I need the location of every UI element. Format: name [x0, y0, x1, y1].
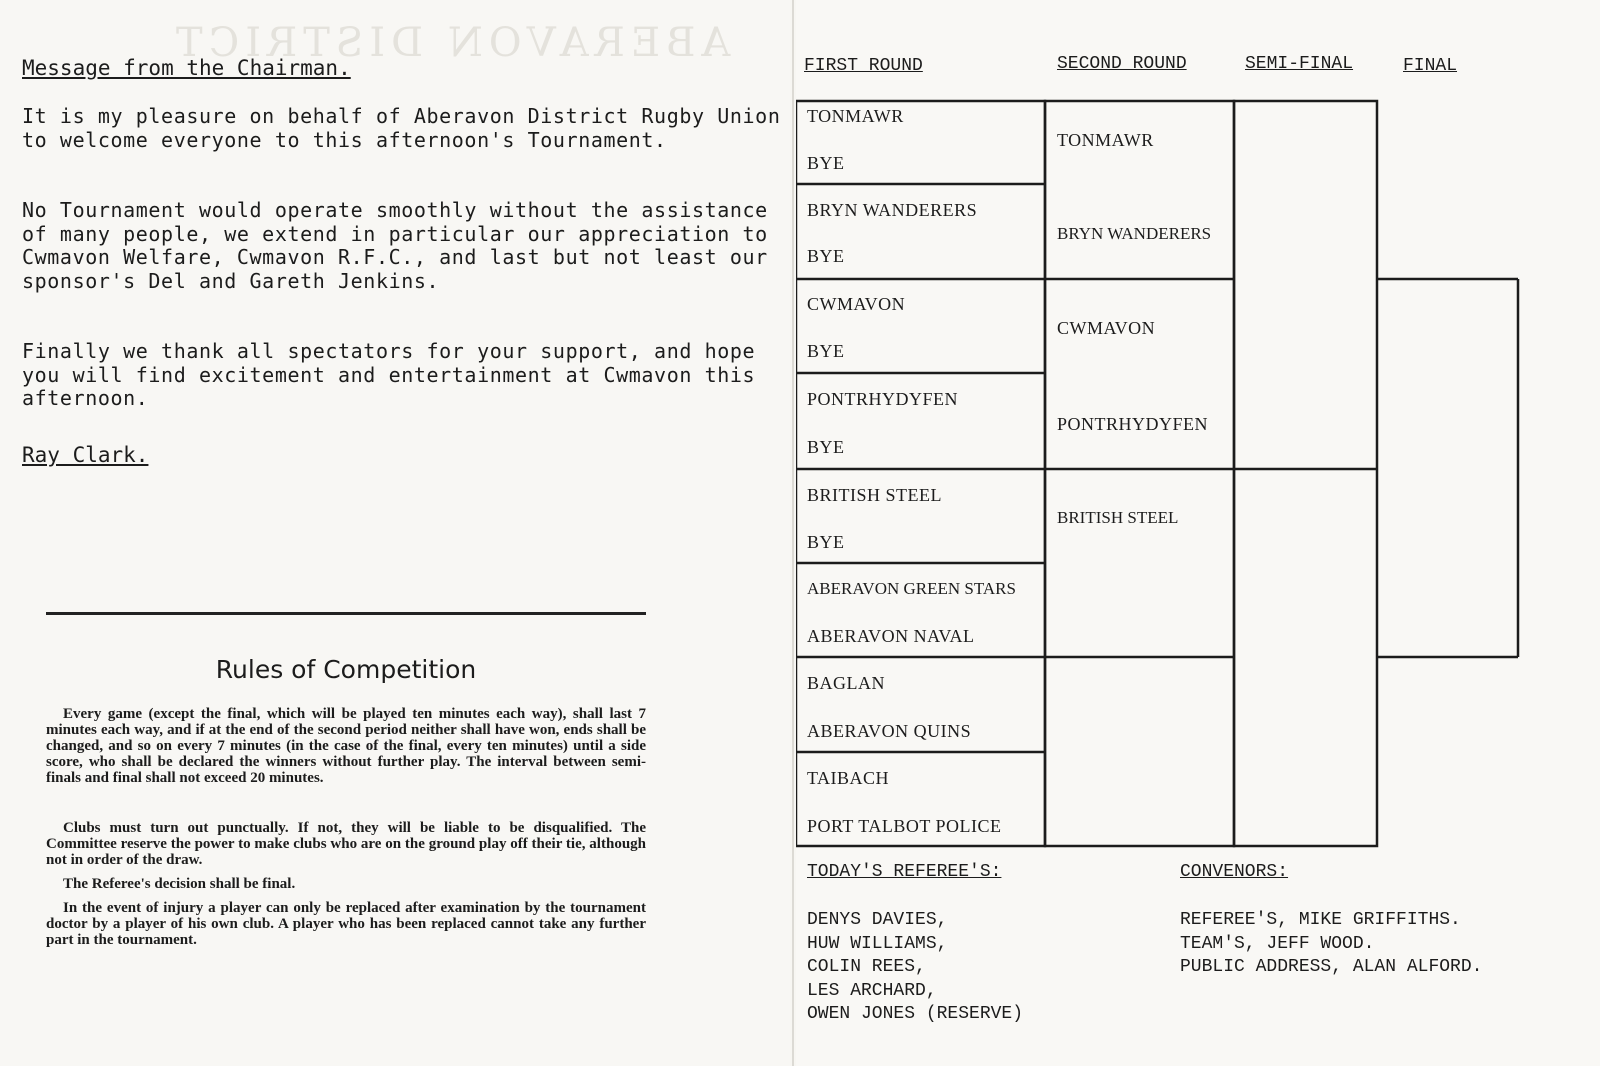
first-round-team: PORT TALBOT POLICE: [807, 816, 1002, 836]
first-round-team: BRYN WANDERERS: [807, 200, 978, 220]
second-round-team: BRYN WANDERERS: [1057, 224, 1212, 243]
draw-bracket: [796, 0, 1600, 1066]
page-fold: [792, 0, 794, 1066]
first-round-team: PONTRHYDYFEN: [807, 389, 959, 409]
first-round-team: BYE: [807, 532, 845, 552]
second-round-team: CWMAVON: [1057, 318, 1156, 338]
second-round-team: PONTRHYDYFEN: [1057, 414, 1209, 434]
referees-heading: TODAY'S REFEREE'S:: [807, 862, 1002, 882]
second-round-frame: [1045, 101, 1234, 846]
chairman-signoff: Ray Clark.: [22, 443, 149, 467]
first-round-team: BYE: [807, 246, 845, 266]
first-round-team: BYE: [807, 153, 845, 173]
semi-final-frame: [1234, 101, 1377, 846]
chairman-paragraph: Finally we thank all spectators for your support, and hope you will find excitement and entertainment at Cwmavon this afternoon.: [22, 339, 756, 410]
header-second-round: SECOND ROUND: [1057, 54, 1187, 74]
first-round-team: TAIBACH: [807, 768, 890, 788]
rule-paragraph: Every game (except the final, which will be played ten minutes each way), shall last 7 minutes each way, and if at the end of the second period neither shall have won, ends shall be changed, and so on every 7 minutes (in the case of the final, every ten minutes) until a side score, who shall be declared the winners without further play. The interval between semi-finals and final shall not exceed 20 minutes.: [46, 706, 646, 786]
convenor-entry: PUBLIC ADDRESS, ALAN ALFORD.: [1180, 957, 1483, 977]
rule-paragraph: Clubs must turn out punctually. If not, they will be liable to be disqualified. The Committee reserve the power to make clubs who are on the ground play off their tie, although not in order of the draw.: [46, 820, 646, 868]
referee-name: DENYS DAVIES,: [807, 910, 948, 930]
first-round-team: ABERAVON QUINS: [807, 721, 972, 741]
convenor-entry: TEAM'S, JEFF WOOD.: [1180, 933, 1375, 954]
header-semi-final: SEMI-FINAL: [1245, 54, 1354, 74]
header-final: FINAL: [1403, 56, 1458, 76]
referee-name: COLIN REES,: [807, 957, 926, 977]
referee-name: HUW WILLIAMS,: [807, 933, 948, 954]
rule-paragraph: In the event of injury a player can only be replaced after examination by the tournament doctor by a player of his own club. A player who has been replaced cannot take any further part in the tournament.: [46, 900, 646, 948]
chairman-paragraph: No Tournament would operate smoothly without the assistance of many people, we extend in particular our appreciation to Cwmavon Welfare, Cwmavon R.F.C., and last but not least our sponsor's Del and Gareth Jenkins.: [22, 198, 768, 293]
first-round-team: CWMAVON: [807, 294, 906, 314]
show-through-watermark: ABERAVON DISTRICT: [170, 20, 731, 66]
first-round-team: ABERAVON NAVAL: [807, 626, 975, 646]
first-round-team: BAGLAN: [807, 673, 885, 693]
convenor-entry: REFEREE'S, MIKE GRIFFITHS.: [1180, 910, 1461, 930]
referees-list: [807, 909, 1023, 1027]
referee-name: LES ARCHARD,: [807, 980, 937, 1001]
convenors-list: [1180, 909, 1482, 980]
first-round-team: TONMAWR: [807, 106, 904, 126]
rules-heading: Rules of Competition: [215, 655, 477, 684]
first-round-team: BYE: [807, 437, 845, 457]
convenors-heading: CONVENORS:: [1180, 862, 1289, 882]
first-round-team: BYE: [807, 341, 845, 361]
first-round-team: BRITISH STEEL: [807, 485, 942, 505]
header-first-round: FIRST ROUND: [804, 56, 923, 76]
section-divider: [46, 612, 646, 615]
left-page: [0, 0, 790, 1066]
second-round-team: BRITISH STEEL: [1057, 508, 1179, 527]
chairman-paragraph: It is my pleasure on behalf of Aberavon District Rugby Union to welcome everyone to this afternoon's Tournament.: [22, 104, 781, 152]
referee-name: OWEN JONES (RESERVE): [807, 1004, 1024, 1024]
chairman-heading: Message from the Chairman.: [22, 56, 351, 80]
first-round-team: ABERAVON GREEN STARS: [807, 579, 1016, 598]
second-round-team: TONMAWR: [1057, 130, 1154, 150]
rule-paragraph: The Referee's decision shall be final.: [63, 876, 296, 892]
